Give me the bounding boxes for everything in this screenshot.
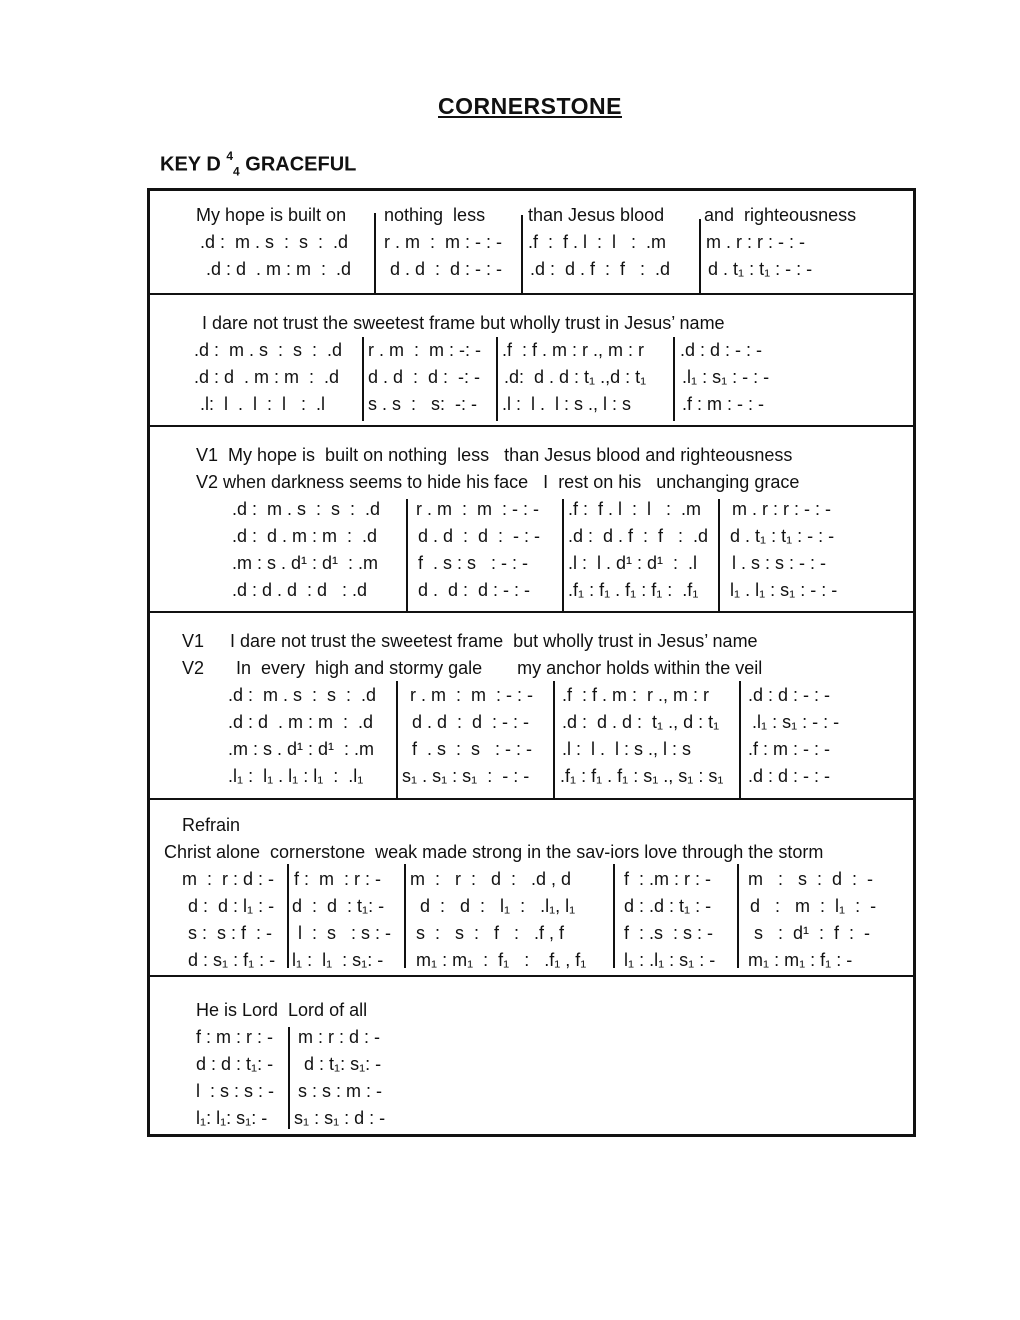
- solfa-cell: m₁ : m₁ : f₁ : -: [748, 950, 853, 970]
- time-signature-bottom: 4: [233, 164, 240, 179]
- verse-1-label: V1: [182, 631, 205, 651]
- bar-line: [737, 864, 739, 968]
- verse-2-label: V2: [182, 658, 205, 678]
- solfa-cell: d . t₁ : t₁ : - : -: [730, 526, 835, 546]
- bar-line: [613, 864, 615, 968]
- solfa-cell: .d : d : - : -: [748, 766, 831, 786]
- solfa-cell: f . s : s : - : -: [418, 553, 529, 573]
- bar-line: [362, 337, 364, 421]
- solfa-cell: s₁ . s₁ : s₁ : - : -: [402, 766, 530, 786]
- solfa-cell: d : s₁ : f₁ : -: [188, 950, 276, 970]
- key-signature: [160, 149, 357, 179]
- solfa-cell: .f : f . l : l : .m: [568, 499, 702, 519]
- solfa-cell: .d : d : - : -: [748, 685, 831, 705]
- lyric-line: I dare not trust the sweetest frame but wholly trust in Jesus’ name: [202, 313, 725, 333]
- solfa-cell: l₁ . l₁ : s₁ : - : -: [730, 580, 838, 600]
- bar-line: [699, 219, 701, 293]
- solfa-cell: f : m : r : -: [196, 1027, 273, 1047]
- solfa-cell: .d : d . f : f : .d: [530, 259, 671, 279]
- solfa-cell: r . m : m : - : -: [416, 499, 539, 519]
- solfa-cell: s : d¹ : f : -: [754, 923, 871, 943]
- solfa-cell: l : s : s : -: [196, 1081, 275, 1101]
- lyric-verse-2: V2 when darkness seems to hide his face I rest on his unchanging grace: [196, 472, 800, 492]
- solfa-cell: l . s : s : - : -: [732, 553, 826, 573]
- solfa-cell: f : .m : r : -: [624, 869, 711, 889]
- lyric-verse-1: I dare not trust the sweetest frame but wholly trust in Jesus’ name: [230, 631, 758, 651]
- solfa-cell: d : d : t₁: -: [292, 896, 385, 916]
- refrain-lyric: Christ alone cornerstone weak made strong in the sav-iors love through the storm: [164, 842, 824, 862]
- solfa-cell: .l₁ : s₁ : - : -: [752, 712, 840, 732]
- bar-line: [718, 499, 720, 613]
- solfa-cell: m . r : r : - : -: [706, 232, 805, 252]
- bar-line: [406, 499, 408, 613]
- solfa-cell: .f₁ : f₁ . f₁ : s₁ ., s₁ : s₁: [560, 766, 724, 786]
- solfa-cell: .d : d . f : f : .d: [568, 526, 709, 546]
- time-signature-top: 4: [226, 149, 234, 163]
- solfa-cell: f . s : s : - : -: [412, 739, 533, 759]
- lyric-segment: My hope is built on: [196, 205, 347, 225]
- lyric-verse-1: V1 My hope is built on nothing less than Jesus blood and righteousness: [196, 445, 793, 465]
- solfa-cell: .l : l . l : s ., l : s: [562, 739, 692, 759]
- bar-line: [396, 681, 398, 799]
- solfa-cell: s : s : f : .f , f: [416, 923, 565, 943]
- section-3: [150, 425, 913, 613]
- section-2: [150, 293, 913, 427]
- solfa-cell: .l : l . d¹ : d¹ : .l: [568, 553, 698, 573]
- solfa-cell: .m : s . d¹ : d¹ : .m: [228, 739, 375, 759]
- lyric-line: He is Lord Lord of all: [196, 1000, 368, 1020]
- bar-line: [562, 499, 564, 613]
- solfa-cell: .m : s . d¹ : d¹ : .m: [232, 553, 379, 573]
- solfa-cell: .f₁ : f₁ . f₁ : f₁ : .f₁: [568, 580, 699, 600]
- solfa-cell: d . d : d : - : -: [390, 259, 503, 279]
- lyric-segment: nothing less: [384, 205, 486, 225]
- refrain-label: Refrain: [182, 815, 241, 835]
- solfa-cell: .d : d . m : m : .d: [194, 367, 340, 387]
- solfa-cell: .d : m . s : s : .d: [228, 685, 377, 705]
- solfa-cell: .d : d . m : m : .d: [228, 712, 374, 732]
- solfa-cell: r . m : m : - : -: [384, 232, 502, 252]
- solfa-cell: l₁: l₁: s₁: -: [196, 1108, 268, 1128]
- bar-line: [288, 1027, 290, 1129]
- solfa-cell: .d : d . d : d : .d: [232, 580, 368, 600]
- solfa-cell: d . d : d : - : -: [418, 580, 531, 600]
- solfa-cell: .l₁ : l₁ . l₁ : l₁ : .l₁: [228, 766, 364, 786]
- solfa-cell: .d : d . d : t₁ ., d : t₁: [562, 712, 720, 732]
- bar-line: [374, 213, 376, 293]
- bar-line: [496, 337, 498, 421]
- section-refrain: [150, 798, 913, 977]
- solfa-cell: .d : m . s : s : .d: [194, 340, 343, 360]
- solfa-cell: f : .s : s : -: [624, 923, 714, 943]
- solfa-cell: l₁ : l₁ : s₁: -: [292, 950, 384, 970]
- bar-line: [553, 681, 555, 799]
- solfa-cell: .d: d . d : t₁ .,d : t₁: [504, 367, 647, 387]
- solfa-cell: .f : f . m : r ., m : r: [502, 340, 644, 360]
- solfa-cell: l : s : s : -: [298, 923, 392, 943]
- solfa-cell: .d : d . m : m : .d: [206, 259, 352, 279]
- solfa-cell: m₁ : m₁ : f₁ : .f₁ , f₁: [416, 950, 587, 970]
- solfa-cell: d : d : l₁ : -: [188, 896, 275, 916]
- solfa-cell: d : d : t₁: -: [196, 1054, 274, 1074]
- solfa-cell: f : m : r : -: [294, 869, 381, 889]
- solfa-cell: m : r : d : -: [182, 869, 275, 889]
- bar-line: [404, 864, 406, 968]
- solfa-cell: d : d : l₁ : .l₁, l₁: [420, 896, 576, 916]
- solfa-cell: s : s : f : -: [188, 923, 273, 943]
- bar-line: [673, 337, 675, 421]
- solfa-cell: s₁ : s₁ : d : -: [294, 1108, 386, 1128]
- solfa-cell: r . m : m : -: -: [368, 340, 481, 360]
- solfa-cell: l₁ : .l₁ : s₁ : -: [624, 950, 716, 970]
- solfa-cell: m . r : r : - : -: [732, 499, 831, 519]
- lyric-segment: and righteousness: [704, 205, 857, 225]
- solfa-cell: d : t₁: s₁: -: [304, 1054, 382, 1074]
- solfa-cell: d . d : d : - : -: [412, 712, 530, 732]
- solfa-cell: .d : d : - : -: [680, 340, 763, 360]
- lyric-segment: than Jesus blood: [528, 205, 665, 225]
- solfa-cell: .l : l . l : s ., l : s: [502, 394, 632, 414]
- solfa-cell: .l₁ : s₁ : - : -: [682, 367, 770, 387]
- key-prefix: KEY D: [160, 153, 221, 176]
- bar-line: [739, 681, 741, 799]
- solfa-cell: .f : m : - : -: [682, 394, 764, 414]
- solfa-cell: .d : m . s : s : .d: [200, 232, 349, 252]
- score-frame: [147, 188, 916, 1137]
- bar-line: [521, 215, 523, 293]
- solfa-cell: m : s : d : -: [748, 869, 874, 889]
- solfa-cell: m : r : d : .d , d: [410, 869, 572, 889]
- section-6: [150, 975, 913, 1136]
- solfa-cell: d . d : d : - : -: [418, 526, 541, 546]
- solfa-cell: .f : f . l : l : .m: [528, 232, 667, 252]
- solfa-cell: d . t₁ : t₁ : - : -: [708, 259, 813, 279]
- solfa-cell: s . s : s: -: -: [368, 394, 478, 414]
- solfa-cell: .d : d . m : m : .d: [232, 526, 378, 546]
- solfa-cell: m : r : d : -: [298, 1027, 381, 1047]
- solfa-cell: .d : m . s : s : .d: [232, 499, 381, 519]
- bar-line: [287, 864, 289, 968]
- solfa-cell: .f : m : - : -: [748, 739, 830, 759]
- solfa-cell: .l: l . l : l : .l: [200, 394, 326, 414]
- song-title: CORNERSTONE: [438, 93, 622, 119]
- key-style: GRACEFUL: [245, 153, 357, 176]
- section-1: [150, 191, 913, 293]
- solfa-cell: d . d : d : -: -: [368, 367, 481, 387]
- solfa-cell: r . m : m : - : -: [410, 685, 533, 705]
- solfa-cell: d : .d : t₁ : -: [624, 896, 712, 916]
- solfa-cell: s : s : m : -: [298, 1081, 382, 1101]
- solfa-cell: d : m : l₁ : -: [750, 896, 877, 916]
- solfa-cell: .f : f . m : r ., m : r: [562, 685, 709, 705]
- lyric-verse-2: In every high and stormy gale my anchor holds within the veil: [236, 658, 763, 678]
- section-4: [150, 611, 913, 800]
